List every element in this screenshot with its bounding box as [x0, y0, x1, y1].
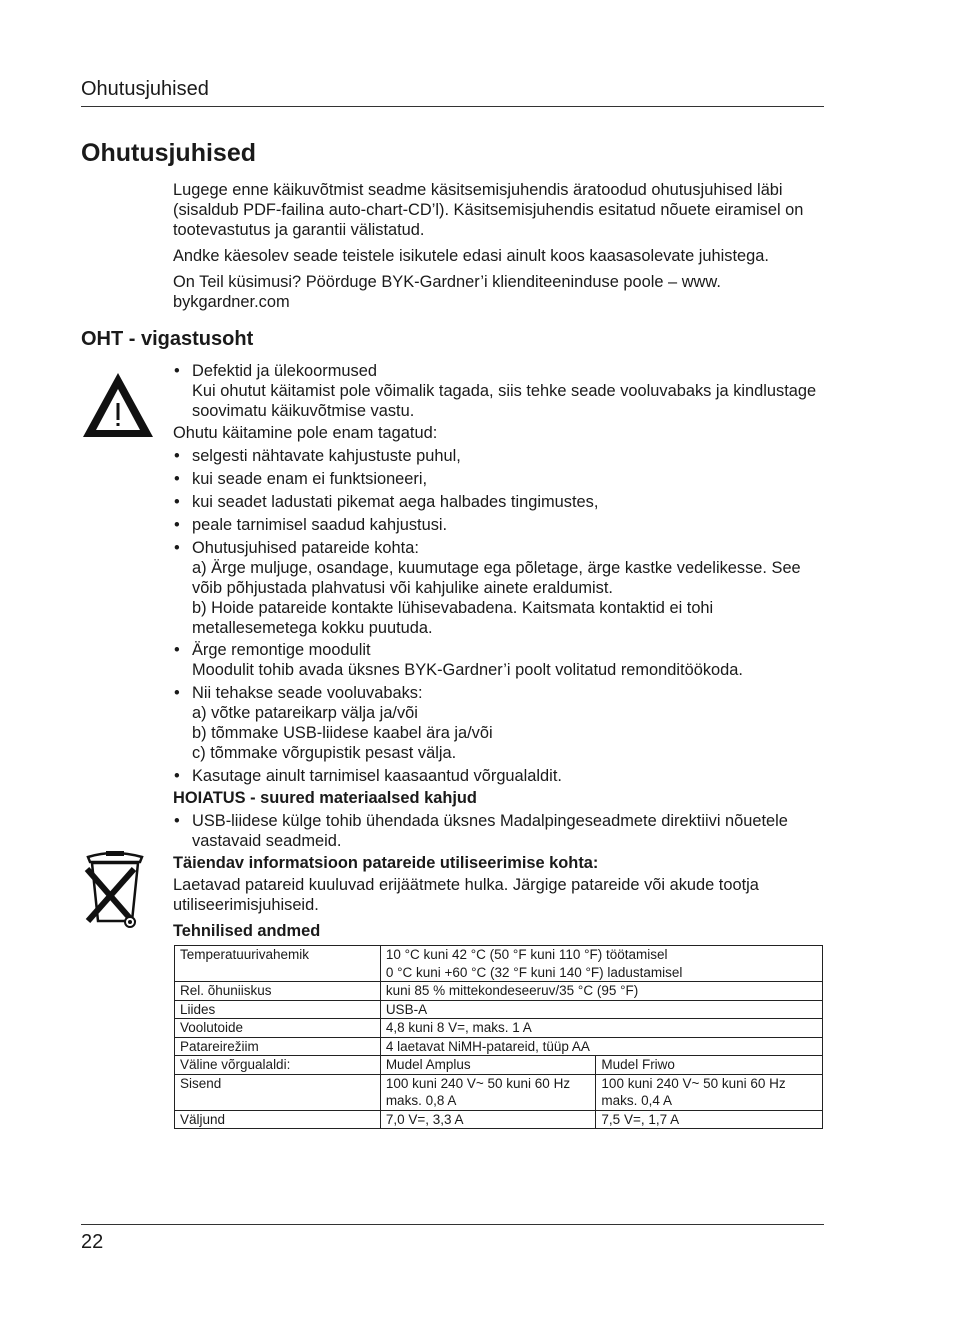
- list-item: • kui seadet ladustati pikemat aega halbades tingimustes,: [173, 492, 833, 512]
- page-footer: [81, 1224, 824, 1253]
- list-item: • Nii tehakse seade vooluvabaks: a) võtke patareikarp välja ja/või b) tõmmake USB-liidese kaabel ära ja/või c) tõmmake võrgupistik pesast välja.: [173, 683, 833, 763]
- crossed-out-bin-icon: [84, 849, 146, 934]
- spec-label: Patareirežiim: [175, 1037, 381, 1056]
- list-item: • Ärge remontige moodulit Moodulit tohib avada üksnes BYK-Gardner’i poolt volitatud remonditöökoda.: [173, 640, 833, 680]
- disposal-body: Laetavad patareid kuuluvad erijäätmete hulka. Järgige patareide või akude tootja utiliseerimisjuhiseid.: [173, 876, 759, 914]
- disposal-heading: Täiendav informatsioon patareide utiliseerimise kohta:: [173, 854, 599, 872]
- specs-table: [174, 945, 823, 1129]
- list-item: • Defektid ja ülekoormused Kui ohutut käitamist pole võimalik tagada, siis tehke seade vooluvabaks ja kindlustage soovimatu käikuvõtmise vastu.: [173, 361, 833, 421]
- spec-value: Mudel Friwo: [596, 1056, 823, 1075]
- table-row: [175, 1037, 823, 1056]
- tech-heading: Tehnilised andmed: [173, 922, 321, 940]
- spec-value: 100 kuni 240 V~ 50 kuni 60 Hz maks. 0,8 A: [380, 1074, 596, 1110]
- list-item: • Ohutusjuhised patareide kohta: a) Ärge muljuge, osandage, kuumutage ega põletage, ärge kastke vedelikesse. See võib põhjustada plahvatusi või kahjulike ainete eraldumist. b) Hoide patareide kontakte lühisevabadena. Kaitsmata kontaktid ei tohi metallesemetega kokku puutuda.: [173, 538, 833, 638]
- list-item: • Kasutage ainult tarnimisel kaasaantud võrgualaldit.: [173, 766, 833, 786]
- intro-paragraph: Andke käesolev seade teistele isikutele edasi ainult koos kaasasolevate juhistega.: [173, 247, 769, 265]
- table-row: [175, 1056, 823, 1075]
- spec-value: 7,0 V=, 3,3 A: [380, 1110, 596, 1129]
- spec-label: Voolutoide: [175, 1019, 381, 1038]
- warning-heading: HOIATUS - suured materiaalsed kahjud: [173, 789, 477, 807]
- spec-value: USB-A: [380, 1000, 822, 1019]
- spec-value: 4,8 kuni 8 V=, maks. 1 A: [380, 1019, 822, 1038]
- spec-value: kuni 85 % mittekondeseeruv/35 °C (95 °F): [380, 982, 822, 1001]
- spec-label: Väljund: [175, 1110, 381, 1129]
- warning-triangle-icon: [81, 371, 155, 444]
- spec-label: Liides: [175, 1000, 381, 1019]
- spec-label: Temperatuurivahemik: [175, 946, 381, 982]
- list-item: • peale tarnimisel saadud kahjustusi.: [173, 515, 833, 535]
- table-row: [175, 1000, 823, 1019]
- spec-label: Sisend: [175, 1074, 381, 1110]
- table-row: [175, 1019, 823, 1038]
- spec-label: Väline võrgualaldi:: [175, 1056, 381, 1075]
- spec-value: 7,5 V=, 1,7 A: [596, 1110, 823, 1129]
- intro-paragraph: Lugege enne käikuvõtmist seadme käsitsemisjuhendis äratoodud ohutusjuhised läbi (sisaldub PDF-failina auto-chart-CD’l). Käsitsemisjuhendis esitatud nõuete eiramisel on tootevastutus ja garantii välistatud.: [173, 181, 804, 239]
- intro-paragraph: On Teil küsimusi? Pöörduge BYK-Gardner’i klienditeeninduse poole – www. bykgardner.com: [173, 273, 721, 311]
- table-row: [175, 946, 823, 982]
- table-row: [175, 982, 823, 1001]
- list-item: • kui seade enam ei funktsioneeri,: [173, 469, 833, 489]
- spec-value: 4 laetavat NiMH-patareid, tüüp AA: [380, 1037, 822, 1056]
- section-heading: OHT - vigastusoht: [81, 328, 254, 350]
- page-number: 22: [81, 1231, 104, 1253]
- list-item: • selgesti nähtavate kahjustuste puhul,: [173, 446, 833, 466]
- spec-label: Rel. õhuniiskus: [175, 982, 381, 1001]
- spec-value: Mudel Amplus: [380, 1056, 596, 1075]
- table-row: [175, 1110, 823, 1129]
- safety-list: [173, 361, 833, 941]
- spec-value: 10 °C kuni 42 °C (50 °F kuni 110 °F) töötamisel 0 °C kuni +60 °C (32 °F kuni 140 °F) ladustamisel: [380, 946, 822, 982]
- page-header: [81, 76, 824, 107]
- intro-text: [173, 180, 833, 312]
- running-title: Ohutusjuhised: [81, 78, 209, 100]
- table-row: [175, 1074, 823, 1110]
- not-safe-intro: Ohutu käitamine pole enam tagatud:: [173, 424, 438, 442]
- spec-value: 100 kuni 240 V~ 50 kuni 60 Hz maks. 0,4 A: [596, 1074, 823, 1110]
- list-item: • USB-liidese külge tohib ühendada üksnes Madalpingeseadmete direktiivi nõuetele vastavaid seadmeid.: [173, 811, 833, 851]
- page-title: Ohutusjuhised: [81, 139, 256, 167]
